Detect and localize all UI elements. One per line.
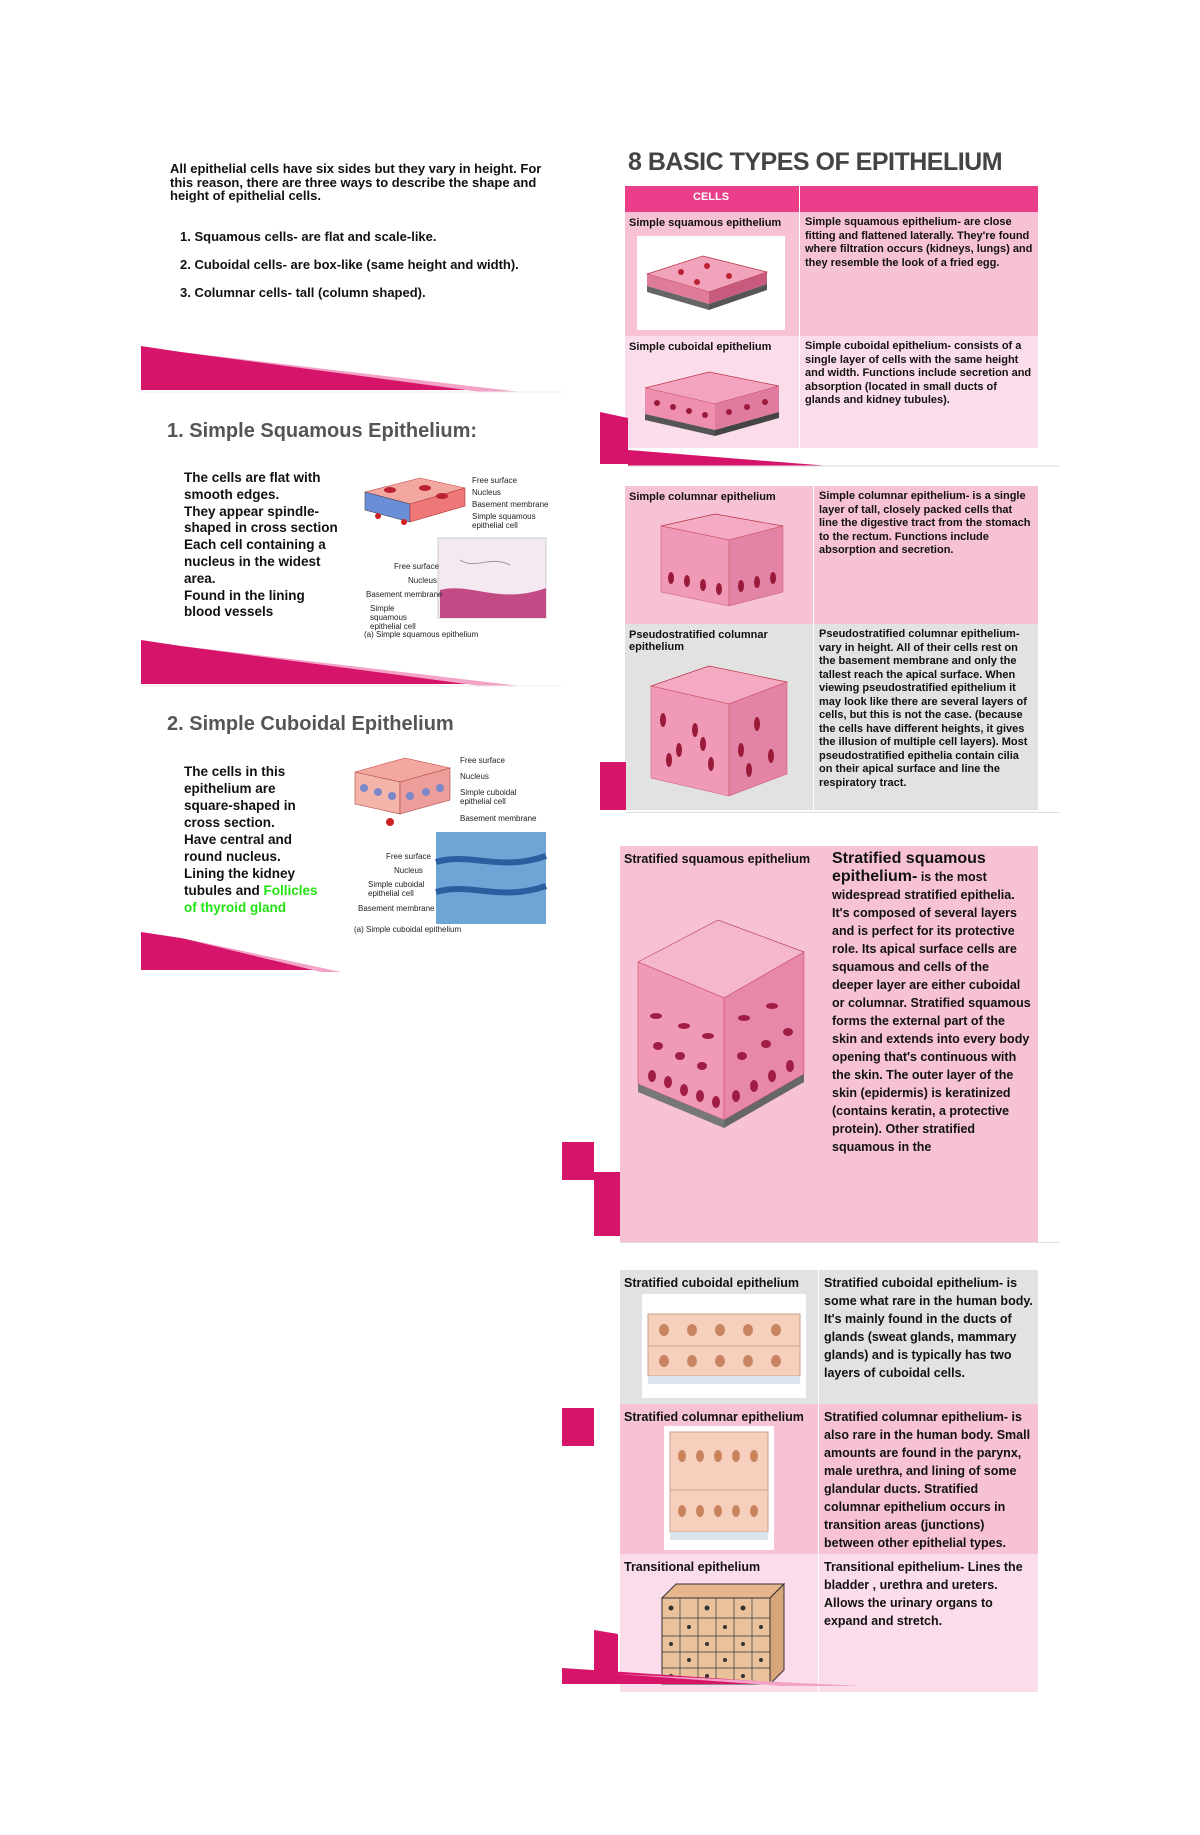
desc-text: are close fitting and flattened laterally. They're found where filtration occurs (kidneys, lungs) and they resemble the look of a fried egg. <box>805 216 1033 269</box>
text-line: smooth edges. <box>184 486 280 502</box>
pink-side-tab <box>594 1172 620 1236</box>
stratified-squamous-image <box>628 906 810 1136</box>
cell-description <box>805 340 1033 408</box>
fig-label-free-surface: Free surface <box>472 476 517 485</box>
text-line: round nucleus. <box>184 849 281 864</box>
simple-squamous-image <box>637 236 785 330</box>
bottom-rule <box>620 1242 1060 1243</box>
cell-divider <box>818 1270 819 1404</box>
pink-band-divider <box>141 932 341 976</box>
desc-term: Simple columnar epithelium- <box>819 490 970 502</box>
text-line: square-shaped in <box>184 798 296 813</box>
row-stratified-columnar <box>620 1404 1038 1554</box>
fig-label-nucleus: Nucleus <box>460 772 489 781</box>
text-line: shaped in cross section <box>184 520 338 536</box>
desc-term: Stratified squamous epithelium- <box>832 850 986 885</box>
cell-divider <box>799 212 800 336</box>
desc-text: Lines the bladder , urethra and ureters. Allows the urinary organs to expand and stretch. <box>824 1560 1023 1628</box>
desc-term: Pseudostratified columnar epithelium- <box>819 628 1020 640</box>
cell-name: Stratified columnar epithelium <box>624 1410 804 1424</box>
squamous-text <box>184 470 364 621</box>
cell-name: Simple cuboidal epithelium <box>629 341 772 353</box>
cell-name: Simple squamous epithelium <box>629 217 782 229</box>
bottom-rule <box>626 812 1060 813</box>
squamous-diagram <box>360 470 550 640</box>
term: 3. Columnar cells- <box>180 285 292 300</box>
cell-name: Simple columnar epithelium <box>629 491 776 503</box>
shape-list <box>180 230 520 300</box>
cell-divider <box>818 1404 819 1554</box>
text-line: cross section. <box>184 815 275 830</box>
squamous-title: 1. Simple Squamous Epithelium: <box>167 420 478 442</box>
desc-text: vary in height. All of their cells rest on the basement membrane and only the tallest reach the apical surface. When viewing pseudostratified epithelium it may look like there are several layers of cells, but this is not the case. (because the cells have different heights, it gives the illusion of multiple cell layers). Most pseudostratified epithelia contain cilia on their apical surface and line the respiratory tract. <box>819 641 1028 789</box>
cell-description <box>824 1558 1034 1630</box>
text-line: Lining the kidney <box>184 866 296 881</box>
highlight-follicles: Follicles <box>263 883 318 898</box>
cell-description <box>819 490 1033 558</box>
text-line: The cells are flat with <box>184 470 321 485</box>
shape-item-columnar <box>180 286 520 300</box>
fig-label-basement-membrane-2: Basement membrane <box>358 904 435 913</box>
fig-label-epithelial-cell: Simple squamous epithelial cell <box>472 512 536 530</box>
term: 2. Cuboidal cells- <box>180 257 287 272</box>
cell-divider <box>813 624 814 810</box>
header-divider <box>799 186 800 212</box>
row-stratified-cuboidal <box>620 1270 1038 1404</box>
pink-band-divider <box>141 346 561 390</box>
desc-term: Transitional epithelium- <box>824 1560 965 1574</box>
desc-text: is the most widespread stratified epithelia. It's composed of several layers and is perfect for its protective role. Its apical surface cells are squamous and cells of the deeper layer are either cuboidal or columnar. Stratified squamous forms the external part of the skin and extends into every body opening that's continuous with the skin. The outer layer of the skin (epidermis) is keratinized (contains keratin, a protective protein). Other stratified squamous in the <box>832 870 1031 1154</box>
fig-label-epithelial-cell: Simple cuboidal epithelial cell <box>460 788 517 806</box>
definition: are box-like (same height and width). <box>286 257 519 272</box>
row-simple-columnar <box>625 486 1038 624</box>
cell-name: Stratified squamous epithelium <box>624 852 811 866</box>
stratified-columnar-image <box>664 1426 774 1550</box>
fig-label-basement-membrane: Basement membrane <box>472 500 549 509</box>
fig-label-nucleus: Nucleus <box>472 488 501 497</box>
intro-paragraph: All epithelial cells have six sides but they vary in height. For this reason, there are three ways to describe the shape and height of epithelial cells. <box>170 161 542 203</box>
table-header <box>625 186 1038 212</box>
definition: are flat and scale-like. <box>297 229 437 244</box>
desc-text: is some what rare in the human body. It's mainly found in the ducts of glands (sweat glands, mammary glands) and is typically has two layers of cuboidal cells. <box>824 1276 1033 1380</box>
cuboidal-text <box>184 763 364 916</box>
pink-side-tab <box>562 1408 594 1446</box>
definition: tall (column shaped). <box>291 285 426 300</box>
text-line: blood vessels <box>184 604 274 620</box>
desc-term: Stratified cuboidal epithelium- <box>824 1276 1004 1290</box>
figure-caption: (a) Simple cuboidal epithelium <box>354 925 462 934</box>
desc-text: consists of a single layer of cells with the same height and width. Functions include secretion and absorption (located in small ducts of glands and kidney tubules). <box>805 340 1032 406</box>
cell-name: Stratified cuboidal epithelium <box>624 1276 800 1290</box>
desc-text: is also rare in the human body. Small amounts are found in the parynx, male urethra, and lining of some glandular ducts. Stratified columnar epithelium occurs in transition areas (junctions) between other epithelial types. <box>824 1410 1031 1550</box>
desc-term: Simple cuboidal epithelium- <box>805 340 952 352</box>
desc-term: Stratified columnar epithelium- <box>824 1410 1009 1424</box>
pink-band-divider <box>141 640 561 684</box>
text-line: Each cell containing a <box>184 537 326 553</box>
cell-description <box>805 216 1033 270</box>
stratified-cuboidal-image <box>642 1294 806 1398</box>
text-line: nucleus in the widest <box>184 553 321 569</box>
intro-text <box>170 162 550 203</box>
cell-name: Transitional epithelium <box>624 1560 761 1574</box>
right-title: 8 BASIC TYPES OF EPITHELIUM <box>628 148 1003 176</box>
fig-label-free-surface: Free surface <box>460 756 505 765</box>
text-line: Have central and <box>184 832 293 847</box>
text-line: They appear spindle- <box>184 503 320 519</box>
text-line: Found in the lining <box>184 587 305 603</box>
pseudostratified-image <box>645 660 795 806</box>
row-simple-squamous <box>625 212 1038 336</box>
desc-term: Simple squamous epithelium- <box>805 216 961 228</box>
cell-description <box>824 1408 1034 1552</box>
pink-side-tab <box>562 1142 594 1180</box>
term: 1. Squamous cells- <box>180 229 298 244</box>
fig-label-epithelial-cell-2: Simple squamous epithelial cell <box>370 604 416 631</box>
fig-label-free-surface-2: Free surface <box>386 852 431 861</box>
fig-label-free-surface-2: Free surface <box>394 562 439 571</box>
fig-label-nucleus-2: Nucleus <box>408 576 437 585</box>
fig-label-nucleus-2: Nucleus <box>394 866 423 875</box>
shape-item-squamous <box>180 230 520 244</box>
fig-label-basement-membrane: Basement membrane <box>460 814 537 823</box>
fig-label-basement-membrane-2: Basement membrane <box>366 590 443 599</box>
cell-description <box>824 1274 1034 1382</box>
simple-columnar-image <box>655 506 795 618</box>
text-line: epithelium are <box>184 781 276 796</box>
cuboidal-diagram <box>350 752 550 937</box>
pink-band-divider <box>600 412 1060 456</box>
highlight-thyroid: of thyroid gland <box>184 900 286 915</box>
fig-label-epithelial-cell-2: Simple cuboidal epithelial cell <box>368 880 425 898</box>
cell-divider <box>813 486 814 624</box>
desc-text: is a single layer of tall, closely packed cells that line the digestive tract from the stomach to the rectum. Functions include absorption and secretion. <box>819 490 1031 556</box>
text-line <box>184 882 364 899</box>
cell-description <box>832 850 1032 1240</box>
cell-description <box>819 628 1033 808</box>
cell-name: Pseudostratified columnar epithelium <box>629 629 768 653</box>
text-line: area. <box>184 570 216 586</box>
pink-band-divider <box>562 1630 862 1674</box>
figure-caption: (a) Simple squamous epithelium <box>364 630 479 639</box>
text-line: The cells in this <box>184 764 286 779</box>
pink-side-tab <box>600 762 626 810</box>
text-span: tubules and <box>184 883 264 898</box>
cuboidal-title: 2. Simple Cuboidal Epithelium <box>167 713 454 735</box>
shape-item-cuboidal <box>180 258 520 272</box>
row-stratified-squamous <box>620 846 1038 1242</box>
header-cells-label: CELLS <box>693 191 730 203</box>
row-pseudostratified <box>625 624 1038 810</box>
